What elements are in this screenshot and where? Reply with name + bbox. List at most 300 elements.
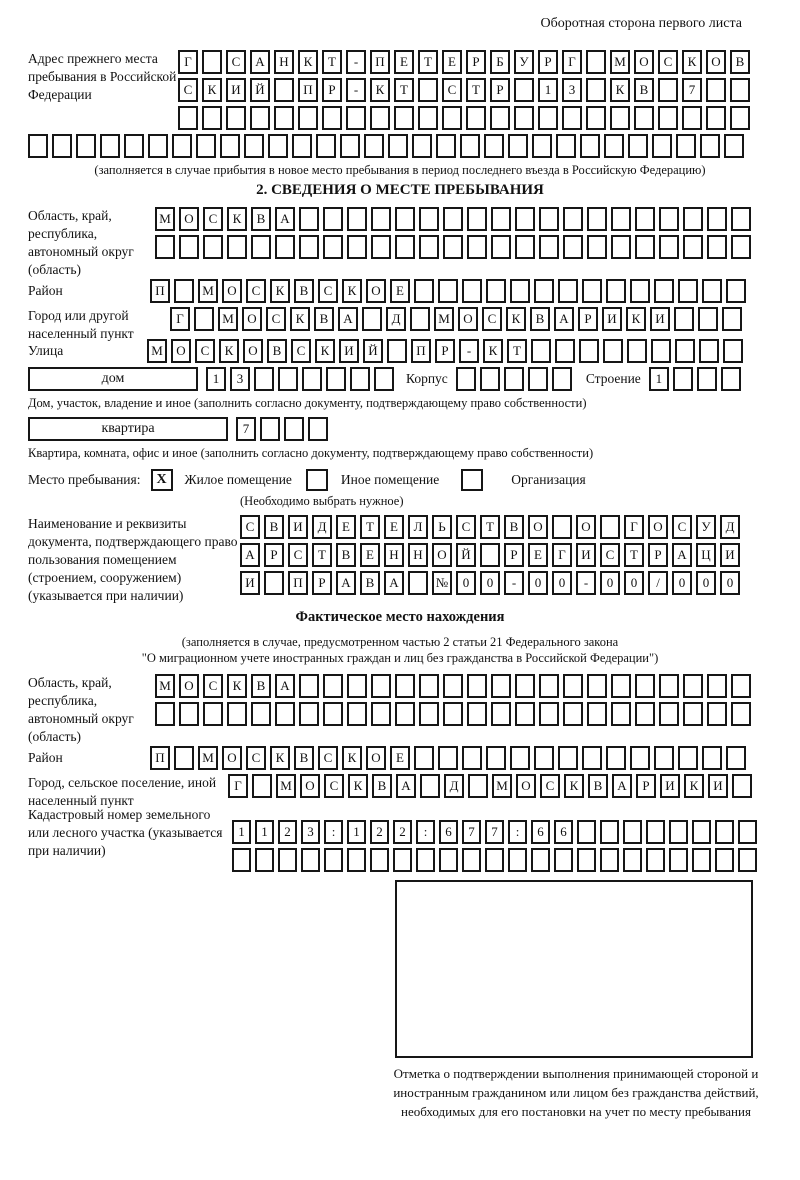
char-cell[interactable]	[683, 702, 703, 726]
char-cell[interactable]	[669, 820, 688, 844]
char-cell[interactable]	[611, 674, 631, 698]
char-cell[interactable]	[418, 78, 438, 102]
char-cell[interactable]	[264, 571, 284, 595]
char-cell[interactable]	[316, 134, 336, 158]
char-cell[interactable]	[28, 134, 48, 158]
char-cell[interactable]	[460, 134, 480, 158]
char-cell[interactable]: И	[226, 78, 246, 102]
char-cell[interactable]	[534, 746, 554, 770]
char-cell[interactable]	[531, 339, 551, 363]
char-cell[interactable]	[420, 774, 440, 798]
char-cell[interactable]: И	[720, 543, 740, 567]
char-cell[interactable]: И	[288, 515, 308, 539]
char-cell[interactable]: 6	[531, 820, 550, 844]
char-cell[interactable]: Р	[538, 50, 558, 74]
char-cell[interactable]	[174, 279, 194, 303]
char-cell[interactable]	[347, 848, 366, 872]
char-cell[interactable]	[600, 820, 619, 844]
char-cell[interactable]: С	[195, 339, 215, 363]
char-cell[interactable]	[347, 674, 367, 698]
char-cell[interactable]	[579, 339, 599, 363]
char-cell[interactable]	[700, 134, 720, 158]
char-cell[interactable]	[202, 106, 222, 130]
char-cell[interactable]: Н	[274, 50, 294, 74]
char-cell[interactable]	[558, 746, 578, 770]
char-cell[interactable]: С	[540, 774, 560, 798]
char-cell[interactable]: С	[600, 543, 620, 567]
char-cell[interactable]: О	[243, 339, 263, 363]
char-cell[interactable]	[326, 367, 346, 391]
char-cell[interactable]: -	[459, 339, 479, 363]
char-cell[interactable]	[654, 279, 674, 303]
char-cell[interactable]	[563, 702, 583, 726]
char-cell[interactable]	[394, 106, 414, 130]
char-cell[interactable]	[438, 279, 458, 303]
char-cell[interactable]: О	[179, 674, 199, 698]
char-cell[interactable]: К	[290, 307, 310, 331]
char-cell[interactable]	[346, 106, 366, 130]
char-cell[interactable]	[418, 106, 438, 130]
char-cell[interactable]: :	[416, 820, 435, 844]
char-cell[interactable]	[467, 235, 487, 259]
char-cell[interactable]	[692, 848, 711, 872]
char-cell[interactable]	[179, 235, 199, 259]
char-cell[interactable]: О	[576, 515, 596, 539]
char-cell[interactable]	[515, 235, 535, 259]
char-cell[interactable]	[683, 235, 703, 259]
char-cell[interactable]	[652, 134, 672, 158]
char-cell[interactable]: В	[267, 339, 287, 363]
char-cell[interactable]	[419, 674, 439, 698]
char-cell[interactable]	[706, 78, 726, 102]
char-cell[interactable]	[515, 207, 535, 231]
char-cell[interactable]	[174, 746, 194, 770]
char-cell[interactable]	[480, 543, 500, 567]
char-cell[interactable]: К	[348, 774, 368, 798]
char-cell[interactable]: В	[634, 78, 654, 102]
char-cell[interactable]: А	[275, 674, 295, 698]
char-cell[interactable]	[673, 367, 693, 391]
char-cell[interactable]: 7	[462, 820, 481, 844]
char-cell[interactable]	[370, 848, 389, 872]
char-cell[interactable]: 0	[552, 571, 572, 595]
char-cell[interactable]	[675, 339, 695, 363]
char-cell[interactable]	[371, 674, 391, 698]
char-cell[interactable]: К	[270, 279, 290, 303]
char-cell[interactable]: И	[339, 339, 359, 363]
char-cell[interactable]: В	[264, 515, 284, 539]
char-cell[interactable]	[676, 134, 696, 158]
char-cell[interactable]: Д	[720, 515, 740, 539]
char-cell[interactable]	[442, 106, 462, 130]
char-cell[interactable]: В	[360, 571, 380, 595]
char-cell[interactable]: С	[482, 307, 502, 331]
char-cell[interactable]: М	[492, 774, 512, 798]
char-cell[interactable]	[244, 134, 264, 158]
char-cell[interactable]	[196, 134, 216, 158]
char-cell[interactable]: О	[222, 279, 242, 303]
char-cell[interactable]: Р	[504, 543, 524, 567]
char-cell[interactable]	[611, 235, 631, 259]
char-cell[interactable]: М	[198, 746, 218, 770]
char-cell[interactable]	[623, 820, 642, 844]
char-cell[interactable]	[586, 50, 606, 74]
char-cell[interactable]	[275, 235, 295, 259]
char-cell[interactable]: Е	[360, 543, 380, 567]
char-cell[interactable]: Т	[480, 515, 500, 539]
char-cell[interactable]	[364, 134, 384, 158]
char-cell[interactable]: С	[318, 279, 338, 303]
char-cell[interactable]: Л	[408, 515, 428, 539]
char-cell[interactable]	[155, 702, 175, 726]
char-cell[interactable]	[721, 367, 741, 391]
char-cell[interactable]	[419, 207, 439, 231]
char-cell[interactable]: С	[318, 746, 338, 770]
char-cell[interactable]	[443, 674, 463, 698]
char-cell[interactable]: :	[324, 820, 343, 844]
char-cell[interactable]	[52, 134, 72, 158]
char-cell[interactable]	[416, 848, 435, 872]
char-cell[interactable]	[732, 774, 752, 798]
char-cell[interactable]: О	[171, 339, 191, 363]
char-cell[interactable]	[600, 515, 620, 539]
char-cell[interactable]	[731, 235, 751, 259]
char-cell[interactable]	[323, 702, 343, 726]
char-cell[interactable]	[220, 134, 240, 158]
char-cell[interactable]: 1	[347, 820, 366, 844]
char-cell[interactable]	[587, 702, 607, 726]
char-cell[interactable]	[580, 134, 600, 158]
char-cell[interactable]	[467, 207, 487, 231]
char-cell[interactable]	[438, 746, 458, 770]
char-cell[interactable]	[491, 674, 511, 698]
char-cell[interactable]: О	[366, 279, 386, 303]
char-cell[interactable]: К	[270, 746, 290, 770]
char-cell[interactable]: Е	[384, 515, 404, 539]
char-cell[interactable]: К	[564, 774, 584, 798]
char-cell[interactable]	[531, 848, 550, 872]
char-cell[interactable]: В	[504, 515, 524, 539]
char-cell[interactable]: И	[660, 774, 680, 798]
char-cell[interactable]	[699, 339, 719, 363]
char-cell[interactable]	[340, 134, 360, 158]
char-cell[interactable]	[371, 207, 391, 231]
char-cell[interactable]	[600, 848, 619, 872]
char-cell[interactable]	[414, 746, 434, 770]
char-cell[interactable]	[308, 417, 328, 441]
char-cell[interactable]	[155, 235, 175, 259]
char-cell[interactable]	[532, 134, 552, 158]
char-cell[interactable]	[443, 235, 463, 259]
char-cell[interactable]: С	[178, 78, 198, 102]
char-cell[interactable]: -	[504, 571, 524, 595]
char-cell[interactable]: К	[342, 746, 362, 770]
char-cell[interactable]	[491, 702, 511, 726]
char-cell[interactable]	[508, 134, 528, 158]
char-cell[interactable]	[203, 702, 223, 726]
char-cell[interactable]: С	[456, 515, 476, 539]
char-cell[interactable]: Т	[507, 339, 527, 363]
char-cell[interactable]: М	[155, 674, 175, 698]
char-cell[interactable]: К	[506, 307, 526, 331]
char-cell[interactable]: К	[684, 774, 704, 798]
char-cell[interactable]	[194, 307, 214, 331]
dom-box[interactable]: дом	[28, 367, 198, 391]
char-cell[interactable]	[697, 367, 717, 391]
char-cell[interactable]: В	[294, 279, 314, 303]
char-cell[interactable]: Е	[528, 543, 548, 567]
char-cell[interactable]	[669, 848, 688, 872]
char-cell[interactable]	[468, 774, 488, 798]
char-cell[interactable]	[659, 702, 679, 726]
char-cell[interactable]	[654, 746, 674, 770]
char-cell[interactable]	[226, 106, 246, 130]
char-cell[interactable]: 6	[554, 820, 573, 844]
char-cell[interactable]: А	[240, 543, 260, 567]
char-cell[interactable]	[658, 106, 678, 130]
char-cell[interactable]	[538, 106, 558, 130]
char-cell[interactable]: Д	[444, 774, 464, 798]
char-cell[interactable]	[299, 235, 319, 259]
char-cell[interactable]	[278, 367, 298, 391]
char-cell[interactable]	[658, 78, 678, 102]
char-cell[interactable]	[611, 207, 631, 231]
char-cell[interactable]	[731, 702, 751, 726]
char-cell[interactable]	[582, 279, 602, 303]
char-cell[interactable]: 1	[255, 820, 274, 844]
char-cell[interactable]	[202, 50, 222, 74]
char-cell[interactable]: И	[650, 307, 670, 331]
char-cell[interactable]	[268, 134, 288, 158]
char-cell[interactable]: О	[648, 515, 668, 539]
char-cell[interactable]: Т	[360, 515, 380, 539]
char-cell[interactable]: М	[198, 279, 218, 303]
char-cell[interactable]: С	[266, 307, 286, 331]
char-cell[interactable]	[702, 746, 722, 770]
char-cell[interactable]: Б	[490, 50, 510, 74]
char-cell[interactable]: С	[246, 279, 266, 303]
char-cell[interactable]: К	[682, 50, 702, 74]
char-cell[interactable]: -	[346, 78, 366, 102]
char-cell[interactable]	[577, 820, 596, 844]
char-cell[interactable]	[274, 78, 294, 102]
char-cell[interactable]: :	[508, 820, 527, 844]
char-cell[interactable]	[324, 848, 343, 872]
char-cell[interactable]: К	[219, 339, 239, 363]
char-cell[interactable]	[514, 106, 534, 130]
char-cell[interactable]: А	[396, 774, 416, 798]
char-cell[interactable]	[646, 820, 665, 844]
char-cell[interactable]	[604, 134, 624, 158]
char-cell[interactable]	[730, 78, 750, 102]
char-cell[interactable]: К	[315, 339, 335, 363]
char-cell[interactable]	[692, 820, 711, 844]
char-cell[interactable]: М	[434, 307, 454, 331]
char-cell[interactable]: 1	[232, 820, 251, 844]
char-cell[interactable]: -	[346, 50, 366, 74]
char-cell[interactable]: К	[342, 279, 362, 303]
char-cell[interactable]: М	[610, 50, 630, 74]
char-cell[interactable]: №	[432, 571, 452, 595]
char-cell[interactable]: М	[147, 339, 167, 363]
char-cell[interactable]: 3	[301, 820, 320, 844]
char-cell[interactable]	[606, 279, 626, 303]
char-cell[interactable]	[510, 279, 530, 303]
char-cell[interactable]: 0	[696, 571, 716, 595]
char-cell[interactable]	[554, 848, 573, 872]
char-cell[interactable]: Р	[578, 307, 598, 331]
char-cell[interactable]: 0	[528, 571, 548, 595]
char-cell[interactable]	[563, 674, 583, 698]
char-cell[interactable]	[715, 820, 734, 844]
char-cell[interactable]	[628, 134, 648, 158]
char-cell[interactable]: Г	[624, 515, 644, 539]
char-cell[interactable]: М	[218, 307, 238, 331]
char-cell[interactable]: Е	[394, 50, 414, 74]
char-cell[interactable]	[278, 848, 297, 872]
char-cell[interactable]	[439, 848, 458, 872]
char-cell[interactable]	[323, 674, 343, 698]
char-cell[interactable]	[412, 134, 432, 158]
char-cell[interactable]	[410, 307, 430, 331]
char-cell[interactable]: Г	[178, 50, 198, 74]
char-cell[interactable]	[467, 674, 487, 698]
char-cell[interactable]: Г	[562, 50, 582, 74]
char-cell[interactable]	[659, 674, 679, 698]
char-cell[interactable]: В	[588, 774, 608, 798]
char-cell[interactable]: Ц	[696, 543, 716, 567]
char-cell[interactable]	[510, 746, 530, 770]
char-cell[interactable]: С	[672, 515, 692, 539]
char-cell[interactable]: 2	[370, 820, 389, 844]
char-cell[interactable]: А	[672, 543, 692, 567]
char-cell[interactable]: Д	[312, 515, 332, 539]
char-cell[interactable]: И	[602, 307, 622, 331]
char-cell[interactable]	[558, 279, 578, 303]
char-cell[interactable]: С	[246, 746, 266, 770]
char-cell[interactable]	[467, 702, 487, 726]
char-cell[interactable]: Р	[322, 78, 342, 102]
char-cell[interactable]	[586, 78, 606, 102]
char-cell[interactable]	[232, 848, 251, 872]
char-cell[interactable]: С	[203, 207, 223, 231]
char-cell[interactable]	[514, 78, 534, 102]
char-cell[interactable]: 3	[230, 367, 250, 391]
char-cell[interactable]	[552, 367, 572, 391]
char-cell[interactable]	[683, 674, 703, 698]
char-cell[interactable]	[260, 417, 280, 441]
char-cell[interactable]	[299, 674, 319, 698]
checkbox-zhiloe[interactable]: X	[151, 469, 173, 491]
char-cell[interactable]	[738, 820, 757, 844]
char-cell[interactable]	[371, 235, 391, 259]
char-cell[interactable]	[702, 279, 722, 303]
char-cell[interactable]	[539, 702, 559, 726]
char-cell[interactable]	[508, 848, 527, 872]
char-cell[interactable]	[707, 207, 727, 231]
char-cell[interactable]	[486, 279, 506, 303]
char-cell[interactable]	[393, 848, 412, 872]
char-cell[interactable]	[635, 702, 655, 726]
char-cell[interactable]	[539, 674, 559, 698]
char-cell[interactable]	[436, 134, 456, 158]
char-cell[interactable]	[515, 674, 535, 698]
char-cell[interactable]: Т	[312, 543, 332, 567]
char-cell[interactable]	[707, 702, 727, 726]
char-cell[interactable]: О	[528, 515, 548, 539]
char-cell[interactable]	[587, 235, 607, 259]
char-cell[interactable]	[227, 702, 247, 726]
char-cell[interactable]: Т	[624, 543, 644, 567]
char-cell[interactable]	[299, 207, 319, 231]
char-cell[interactable]	[731, 207, 751, 231]
char-cell[interactable]: Р	[312, 571, 332, 595]
char-cell[interactable]	[723, 339, 743, 363]
char-cell[interactable]	[678, 746, 698, 770]
char-cell[interactable]: -	[576, 571, 596, 595]
char-cell[interactable]: К	[370, 78, 390, 102]
char-cell[interactable]	[408, 571, 428, 595]
char-cell[interactable]	[419, 235, 439, 259]
char-cell[interactable]: П	[298, 78, 318, 102]
char-cell[interactable]	[659, 207, 679, 231]
char-cell[interactable]	[630, 279, 650, 303]
char-cell[interactable]	[587, 674, 607, 698]
char-cell[interactable]	[274, 106, 294, 130]
char-cell[interactable]	[172, 134, 192, 158]
char-cell[interactable]: В	[294, 746, 314, 770]
char-cell[interactable]	[738, 848, 757, 872]
char-cell[interactable]: 2	[278, 820, 297, 844]
char-cell[interactable]	[414, 279, 434, 303]
char-cell[interactable]: Г	[170, 307, 190, 331]
char-cell[interactable]: С	[240, 515, 260, 539]
char-cell[interactable]	[148, 134, 168, 158]
char-cell[interactable]: Р	[490, 78, 510, 102]
char-cell[interactable]	[275, 702, 295, 726]
char-cell[interactable]	[562, 106, 582, 130]
char-cell[interactable]: Д	[386, 307, 406, 331]
char-cell[interactable]	[611, 702, 631, 726]
char-cell[interactable]	[659, 235, 679, 259]
char-cell[interactable]: С	[203, 674, 223, 698]
char-cell[interactable]: С	[324, 774, 344, 798]
char-cell[interactable]	[301, 848, 320, 872]
char-cell[interactable]	[715, 848, 734, 872]
char-cell[interactable]	[528, 367, 548, 391]
char-cell[interactable]: А	[612, 774, 632, 798]
char-cell[interactable]	[347, 235, 367, 259]
char-cell[interactable]	[251, 235, 271, 259]
char-cell[interactable]	[706, 106, 726, 130]
char-cell[interactable]	[606, 746, 626, 770]
char-cell[interactable]	[227, 235, 247, 259]
char-cell[interactable]	[582, 746, 602, 770]
char-cell[interactable]: А	[250, 50, 270, 74]
char-cell[interactable]: С	[226, 50, 246, 74]
char-cell[interactable]	[603, 339, 623, 363]
char-cell[interactable]	[630, 746, 650, 770]
char-cell[interactable]	[480, 367, 500, 391]
char-cell[interactable]	[534, 279, 554, 303]
char-cell[interactable]: К	[483, 339, 503, 363]
char-cell[interactable]	[254, 367, 274, 391]
char-cell[interactable]: 6	[439, 820, 458, 844]
char-cell[interactable]	[707, 235, 727, 259]
char-cell[interactable]	[698, 307, 718, 331]
char-cell[interactable]: 7	[485, 820, 504, 844]
char-cell[interactable]	[504, 367, 524, 391]
